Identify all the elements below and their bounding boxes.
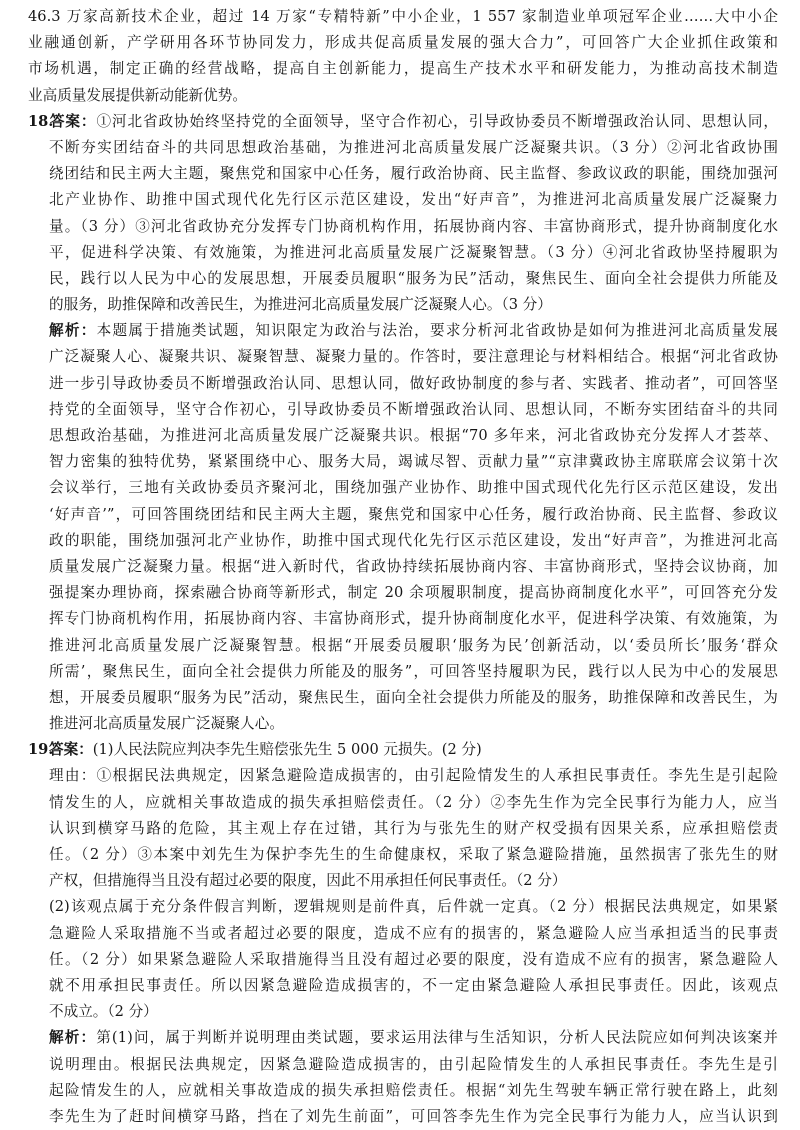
answer-line bbox=[28, 737, 778, 763]
answer-line: 绕团结和民主两大主题，聚焦党和国家中心任务，履行政治协商、民主监督、参政议政的职能，围绕加强河 bbox=[49, 165, 778, 183]
answer-line: 就不用承担民事责任。所以因紧急避险造成损害的，不一定由紧急避险人承担民事责任。因此，该观点 bbox=[49, 976, 778, 994]
answer-label: 答案： bbox=[49, 112, 97, 130]
analysis-line: 想，开展委员履职“服务为民”活动，聚焦民生，面向全社会提供力所能及的服务，助推保障和改善民生，为 bbox=[49, 688, 778, 706]
analysis-text: 第(1)问，属于判断并说明理由类试题，要求运用法律与生活知识，分析人民法院应如何判决该案并 bbox=[96, 1029, 778, 1047]
analysis-line: 推进河北高质量发展广泛凝聚智慧。根据“开展委员履职‘服务为民’创新活动，以‘委员所长’服务‘群众 bbox=[49, 636, 778, 654]
analysis-block bbox=[28, 318, 778, 737]
question-18 bbox=[28, 109, 778, 738]
analysis-line: 会议举行，三地有关政协委员齐聚河北，围绕加强产业协作、助推中国式现代化先行区示范区建设，发出 bbox=[49, 479, 778, 497]
answer-line: 情发生的人，应就相关事故造成的损失承担赔偿责任。（2 分）②李先生作为完全民事行为能力人，应当 bbox=[49, 793, 778, 811]
answer-line: 认识到横穿马路的危险，其主观上存在过错，其行为与张先生的财产权受损有因果关系，应承担赔偿责 bbox=[49, 819, 778, 837]
analysis-line: 说明理由。根据民法典规定，因紧急避险造成损害的，由引起险情发生的人承担民事责任。李先生是引 bbox=[49, 1055, 778, 1073]
analysis-line: 进一步引导政协委员不断增强政治认同、思想认同，做好政协制度的参与者、实践者、推动者”，可回答坚 bbox=[49, 374, 778, 392]
answer-line: 的服务，助推保障和改善民生，为推进河北高质量发展广泛凝聚人心。（3 分） bbox=[49, 296, 552, 314]
answer-line: 不断夯实团结奋斗的共同思想政治基础，为推进河北高质量发展广泛凝聚共识。（3 分）②河北省政协围 bbox=[49, 138, 778, 156]
answer-line: 产权，但措施得当且没有超过必要的限度，因此不用承担任何民事责任。（2 分） bbox=[49, 872, 567, 890]
text-line: 市场机遇，制定正确的经营战略，提高自主创新能力，提高生产技术水平和研发能力，为推动高技术制造 bbox=[28, 60, 778, 78]
analysis-line: 起险情发生的人，应就相关事故造成的损失承担赔偿责任。根据“刘先生驾驶车辆正常行驶在路上，此刻 bbox=[49, 1081, 778, 1099]
analysis-line: 强提案办理协商，探索融合协商等新形式，制定 20 余项履职制度，提高协商制度化水平”，可回答充分发 bbox=[49, 584, 778, 602]
analysis-text: 本题属于措施类试题，知识限定为政治与法治，要求分析河北省政协是如何为推进河北高质量发展 bbox=[96, 322, 778, 340]
analysis-line bbox=[28, 1025, 778, 1051]
answer-line: 不成立。（2 分） bbox=[49, 1003, 158, 1021]
answer-line: (2)该观点属于充分条件假言判断，逻辑规则是前件真，后件就一定真。（2 分）根据民法典规定，如果紧 bbox=[49, 898, 778, 916]
analysis-line: 挥专门协商机构作用，拓展协商内容、丰富协商形式，提升协商制度化水平，促进科学决策、有效施策，为 bbox=[49, 610, 778, 628]
text-line: 业高质量发展提供新动能新优势。 bbox=[28, 86, 247, 104]
answer-line: 平，促进科学决策、有效施策，为推进河北高质量发展广泛凝聚智慧。（3 分）④河北省政协坚持履职为 bbox=[49, 243, 778, 261]
analysis-line: 思想政治基础，为推进河北高质量发展广泛凝聚共识。根据“70 多年来，河北省政协充分发挥人才荟萃、 bbox=[49, 427, 778, 444]
analysis-label: 解析： bbox=[49, 1029, 97, 1047]
question-number: 18. bbox=[28, 112, 54, 130]
analysis-line: 政的职能，围绕加强河北产业协作，助推中国式现代化先行区示范区建设，发出“好声音”，为推进河北高 bbox=[49, 531, 778, 549]
text-line: 46.3 万家高新技术企业，超过 14 万家“专精特新”中小企业，1 557 家制造业单项冠军企业……大中小企 bbox=[28, 8, 778, 25]
answer-label: 答案： bbox=[49, 741, 93, 759]
question-number: 19. bbox=[28, 741, 54, 759]
analysis-line: 智力密集的独特优势，紧紧围绕中心、服务大局，竭诚尽智、贡献力量”“京津冀政协主席联席会议第十次 bbox=[49, 453, 778, 471]
analysis-line: 推进河北高质量发展广泛凝聚人心。 bbox=[49, 715, 285, 733]
answer-line: 任。（2 分）如果紧急避险人采取措施得当且没有超过必要的限度，没有造成不应有的损害，紧急避险人 bbox=[49, 950, 778, 968]
analysis-line bbox=[28, 318, 778, 344]
answer-text: ①河北省政协始终坚持党的全面领导，坚守合作初心，引导政协委员不断增强政治认同、思想认同， bbox=[96, 112, 778, 130]
analysis-label: 解析： bbox=[49, 322, 97, 340]
document-page bbox=[28, 4, 778, 1130]
analysis-line: 所需’，聚焦民生，面向全社会提供力所能及的服务”，可回答坚持履职为民，践行以人民为中心的发展思 bbox=[49, 662, 778, 680]
answer-line: 北产业协作、助推中国式现代化先行区示范区建设，发出“好声音”，为推进河北高质量发展广泛凝聚力 bbox=[49, 191, 778, 209]
question-19 bbox=[28, 737, 778, 1130]
analysis-line: 广泛凝聚人心、凝聚共识、凝聚智慧、凝聚力量的。作答时，要注意理论与材料相结合。根据“河北省政协 bbox=[49, 348, 778, 366]
answer-line: 急避险人采取措施不当或者超过必要的限度，造成不应有的损害的，紧急避险人应当承担适当的民事责 bbox=[49, 924, 778, 942]
answer-line: 理由：①根据民法典规定，因紧急避险造成损害的，由引起险情发生的人承担民事责任。李先生是引起险 bbox=[49, 767, 778, 785]
text-line: 业融通创新，产学研用各环节协同发力，形成共促高质量发展的强大合力”，可回答广大企业抓住政策和 bbox=[28, 34, 778, 52]
analysis-line: ‘好声音’”，可回答围绕团结和民主两大主题，聚焦党和国家中心任务，履行政治协商、民主监督、参政议 bbox=[49, 505, 778, 523]
answer-line: 民，践行以人民为中心的发展思想，开展委员履职“服务为民”活动，聚焦民生、面向全社会提供力所能及 bbox=[49, 269, 778, 287]
answer-line bbox=[28, 109, 778, 135]
answer-line: 任。（2 分）③本案中刘先生为保护李先生的生命健康权，采取了紧急避险措施，虽然损害了张先生的财 bbox=[49, 846, 778, 863]
analysis-block bbox=[28, 1025, 778, 1130]
analysis-line: 质量发展广泛凝聚力量。根据“进入新时代，省政协持续拓展协商内容、丰富协商形式，坚持会议协商，加 bbox=[49, 557, 778, 575]
analysis-line: 持党的全面领导，坚守合作初心，引导政协委员不断增强政治认同、思想认同，不断夯实团结奋斗的共同 bbox=[49, 400, 778, 418]
answer-text: (1)人民法院应判决李先生赔偿张先生 5 000 元损失。(2 分) bbox=[92, 741, 482, 759]
intro-paragraph bbox=[28, 4, 778, 109]
answer-line: 量。（3 分）③河北省政协充分发挥专门协商机构作用，拓展协商内容、丰富协商形式，提升协商制度化水 bbox=[49, 217, 778, 235]
analysis-line: 李先生为了赶时间横穿马路，挡在了刘先生前面”，可回答李先生作为完全民事行为能力人，应当认识到 bbox=[49, 1107, 778, 1125]
